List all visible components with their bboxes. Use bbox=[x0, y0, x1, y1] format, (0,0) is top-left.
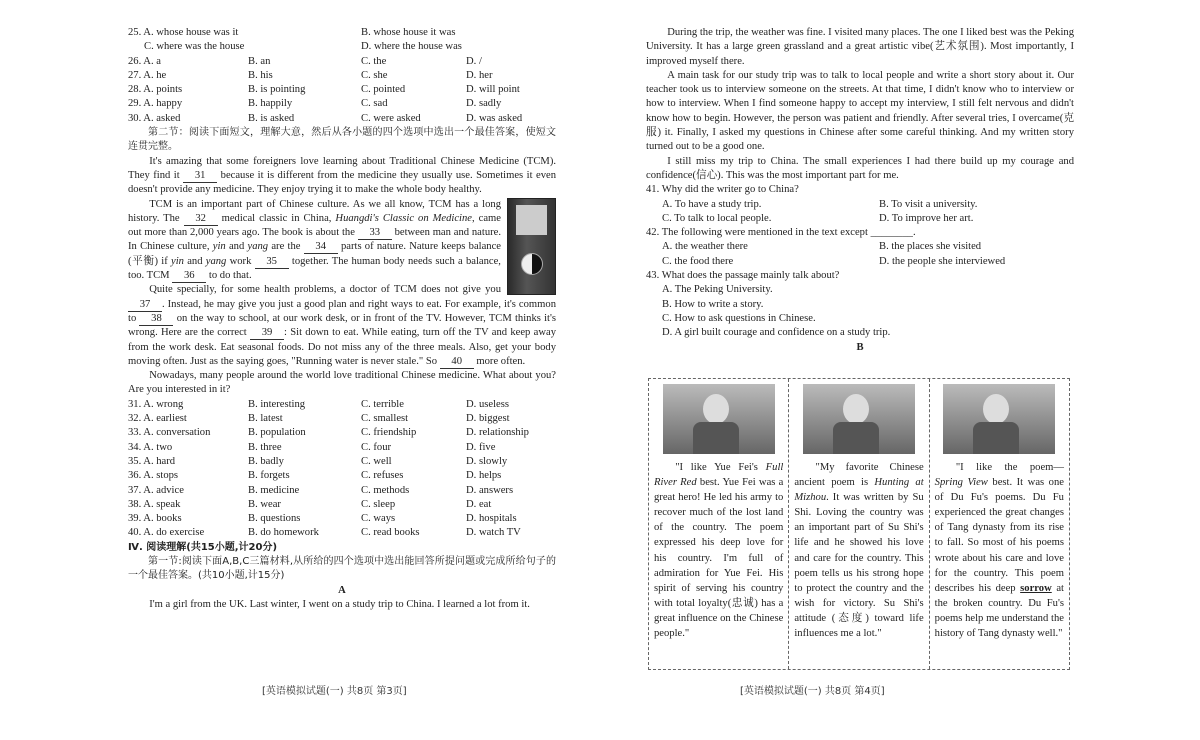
yin-yang-icon bbox=[521, 253, 543, 275]
text: , came out more than 2,000 years ago. The book is about the bbox=[128, 212, 501, 239]
option-row bbox=[646, 240, 1074, 254]
passage-b-boxes bbox=[648, 378, 1070, 670]
passage-a-paragraph-4: I still miss my trip to China. The small experiences I had there build up my courage and confidence(信心). This was the most important part for me. bbox=[646, 155, 1074, 181]
option: A. To have a study trip. bbox=[662, 198, 762, 210]
girl-glasses-photo bbox=[943, 384, 1055, 454]
option: D. relationship bbox=[466, 427, 529, 439]
poem-title: Spring View bbox=[934, 477, 988, 489]
option-row bbox=[128, 97, 556, 111]
option: C. she bbox=[361, 69, 388, 81]
text: "I like Yue Fei's bbox=[675, 462, 758, 473]
option: D. five bbox=[466, 441, 496, 453]
option: 30. A. asked bbox=[128, 112, 181, 124]
option: C. methods bbox=[361, 484, 410, 496]
option-row bbox=[646, 198, 1074, 212]
text: . It was written by Su Shi. Loving the country was an important part of Su Shi's life and he showed his love and care for the country. This poem tells us his strong hope to protect the country and the wish for victory. Su Shi's attitude (态度) toward life influences me a lot." bbox=[794, 492, 924, 640]
option: D. hospitals bbox=[466, 513, 517, 525]
option-row bbox=[128, 498, 556, 512]
option: C. well bbox=[361, 455, 392, 467]
option: D. / bbox=[466, 55, 482, 67]
option: D. was asked bbox=[466, 112, 523, 124]
option: 31. A. wrong bbox=[128, 398, 184, 410]
poem-title: Full River Red bbox=[654, 462, 784, 489]
option: B. happily bbox=[248, 98, 293, 110]
cloze-paragraph-4: Nowadays, many people around the world love traditional Chinese medicine. What about you? Are you interested in it? bbox=[128, 370, 556, 396]
option-row bbox=[646, 255, 1074, 269]
passage-a-paragraph-2: During the trip, the weather was fine. I visited many places. The one I liked best was the Peking University. It has a large green grassland and a great artistic vibe(艺术氛围). Most importantly, I improved myself there. bbox=[646, 27, 1074, 67]
text: more often. bbox=[476, 355, 526, 367]
text: on the way to school, at our work desk, or in front of the TV. However, TCM thinks it's wrong. Here are the correct bbox=[128, 312, 557, 339]
option: A. the weather there bbox=[662, 241, 748, 253]
footer-page-3: [英语模拟试题(一) 共8页 第3页] bbox=[262, 686, 407, 697]
option: D. will point bbox=[466, 84, 520, 96]
option: B. badly bbox=[248, 455, 284, 467]
option: 27. A. he bbox=[128, 69, 167, 81]
cloze-paragraph-2 bbox=[128, 198, 556, 284]
options-31-40 bbox=[128, 398, 556, 541]
text: Quite specially, for some health problems, a doctor of TCM does not give you bbox=[149, 284, 501, 296]
cloze-paragraph-3 bbox=[128, 283, 556, 369]
box-2-text bbox=[794, 460, 923, 641]
option: 37. A. advice bbox=[128, 484, 184, 496]
question-43-options bbox=[646, 283, 1074, 340]
passage-b-box-2 bbox=[789, 379, 929, 669]
passage-a-paragraph-1: I'm a girl from the UK. Last winter, I went on a study trip to China. I learned a lot from it. bbox=[149, 598, 530, 610]
option: 34. A. two bbox=[128, 441, 173, 453]
option: B. his bbox=[248, 69, 273, 81]
section4-title: Ⅳ. 阅读理解(共15小题,计20分) bbox=[128, 541, 278, 553]
option: 33. A. conversation bbox=[128, 427, 211, 439]
option: D. helps bbox=[466, 470, 502, 482]
yang-word: yang bbox=[205, 255, 227, 267]
blank-38: 38 bbox=[139, 313, 173, 326]
girl-photo bbox=[803, 384, 915, 454]
option: C. friendship bbox=[361, 427, 417, 439]
option: 28. A. points bbox=[128, 84, 183, 96]
yang-word: yang bbox=[247, 241, 269, 253]
passage-a-label: A bbox=[338, 584, 346, 596]
option-row bbox=[646, 283, 1074, 297]
option-row bbox=[128, 112, 556, 126]
option-row bbox=[128, 455, 556, 469]
text: are the bbox=[271, 241, 301, 253]
option: C. refuses bbox=[361, 470, 404, 482]
option: B. How to write a story. bbox=[662, 298, 764, 310]
options-26-30 bbox=[128, 55, 556, 126]
option-row bbox=[128, 69, 556, 83]
passage-b-label: B bbox=[856, 341, 864, 353]
option: 36. A. stops bbox=[128, 470, 179, 482]
text: at the broken country. Du Fu's poems help me understand the history of Tang dynasty well." bbox=[934, 582, 1064, 640]
option-row bbox=[128, 426, 556, 440]
option: D. sadly bbox=[466, 98, 502, 110]
blank-39: 39 bbox=[250, 327, 284, 340]
text: "My favorite Chinese ancient poem is bbox=[794, 462, 924, 489]
option-row bbox=[128, 398, 556, 412]
text: . Instead, he may give you just a good plan and right ways to eat. For example, it's common to bbox=[128, 298, 556, 324]
option-row-25b bbox=[128, 40, 556, 54]
option: A. The Peking University. bbox=[662, 284, 773, 296]
text: best. Yue Fei was a great hero! He led his army to recover much of the lost land of the country. The poem expressed his deep love for his country. I'm full of admiration for Yue Fei. His spirit of serving his country with total loyalty(忠诚) has a great influence on the Chinese people." bbox=[654, 477, 784, 640]
text: best. It was one of Du Fu's poems. Du Fu experienced the great changes of Tang dynasty from its rise to fall. So most of his poems wrote about his care and love for the country. This poem describes his deep bbox=[934, 477, 1064, 594]
text: "I like the poem— bbox=[955, 462, 1064, 473]
question-text: 43. What does the passage mainly talk about? bbox=[646, 270, 840, 282]
option: 38. A. speak bbox=[128, 498, 181, 510]
text: parts of nature. Nature keeps balance (平衡) if bbox=[128, 241, 501, 267]
option: C. read books bbox=[361, 527, 420, 539]
option-row bbox=[128, 83, 556, 97]
option-row bbox=[128, 526, 556, 540]
option: B. the places she visited bbox=[879, 241, 982, 253]
text: It's amazing that some foreigners love learning about Traditional Chinese Medicine (TCM). They find it bbox=[128, 155, 556, 181]
text: between man and nature. In Chinese culture, bbox=[128, 227, 501, 253]
text: and bbox=[187, 255, 203, 267]
section2-instruction: 第二节：阅读下面短文，理解大意，然后从各小题的四个选项中选出一个最佳答案，使短文连贯完整。 bbox=[128, 127, 556, 153]
option: C. where was the house bbox=[144, 41, 245, 53]
option: D. eat bbox=[466, 498, 492, 510]
option: 32. A. earliest bbox=[128, 413, 187, 425]
option: 35. A. hard bbox=[128, 455, 176, 467]
section4-instruction: 第一节:阅读下面A,B,C三篇材料,从所给的四个选项中选出能回答所提问题或完成所给句子的一个最佳答案。(共10小题,计15分) bbox=[128, 555, 556, 582]
option-row bbox=[128, 469, 556, 483]
blank-36: 36 bbox=[172, 270, 206, 283]
text: to do that. bbox=[208, 270, 252, 282]
option: B. To visit a university. bbox=[879, 198, 978, 210]
question-text: 42. The following were mentioned in the text except ________. bbox=[646, 227, 916, 239]
option: D. To improve her art. bbox=[879, 212, 974, 224]
passage-b-box-3 bbox=[930, 379, 1069, 669]
question-41 bbox=[646, 183, 1074, 197]
blank-35: 35 bbox=[255, 256, 289, 269]
option: D. her bbox=[466, 69, 493, 81]
option: 39. A. books bbox=[128, 513, 182, 525]
option: C. the food there bbox=[662, 255, 734, 267]
option: B. latest bbox=[248, 413, 283, 425]
left-page bbox=[128, 26, 556, 612]
option: B. population bbox=[248, 427, 306, 439]
option: B. three bbox=[248, 441, 282, 453]
option-row bbox=[128, 512, 556, 526]
option: C. four bbox=[361, 441, 392, 453]
option: C. How to ask questions in Chinese. bbox=[662, 312, 816, 324]
option: B. is asked bbox=[248, 112, 295, 124]
option: 29. A. happy bbox=[128, 98, 183, 110]
option-row bbox=[646, 312, 1074, 326]
option-row bbox=[646, 298, 1074, 312]
option: B. wear bbox=[248, 498, 281, 510]
option: B. interesting bbox=[248, 398, 306, 410]
question-42 bbox=[646, 226, 1074, 240]
blank-40: 40 bbox=[440, 356, 474, 369]
option-row bbox=[128, 412, 556, 426]
passage-a-paragraph-3: A main task for our study trip was to talk to local people and write a short story about it. Our teacher took us to interview someone on the streets. At that time, I didn't know who to interview or how to interview. When I find someone happy to accept my interview, I still felt nervous and didn't know how to begin. However, the person was patient and friendly. After several tries, I overcame(克服) it. Finally, I asked my questions in Chinese after some careful thinking. And my written story turned out to be a good one. bbox=[646, 69, 1074, 153]
question-43 bbox=[646, 269, 1074, 283]
option: B. do homework bbox=[248, 527, 319, 539]
box-3-text bbox=[935, 460, 1064, 641]
blank-33: 33 bbox=[358, 227, 392, 240]
yin-word: yin bbox=[171, 255, 184, 267]
question-42-options bbox=[646, 240, 1074, 269]
option: C. the bbox=[361, 55, 387, 67]
blank-31: 31 bbox=[183, 170, 217, 183]
poem-title: Hunting at Mizhou bbox=[794, 477, 924, 504]
option: D. watch TV bbox=[466, 527, 521, 539]
footer-page-4: [英语模拟试题(一) 共8页 第4页] bbox=[740, 686, 885, 697]
tcm-book-image bbox=[507, 198, 556, 295]
yin-word: yin bbox=[212, 241, 226, 253]
option: D. useless bbox=[466, 398, 509, 410]
option: B. is pointing bbox=[248, 84, 306, 96]
option: D. where the house was bbox=[361, 41, 462, 53]
option-row bbox=[128, 484, 556, 498]
option: B. forgets bbox=[248, 470, 290, 482]
option: D. answers bbox=[466, 484, 514, 496]
option-row bbox=[128, 55, 556, 69]
option: B. medicine bbox=[248, 484, 300, 496]
option: B. questions bbox=[248, 513, 301, 525]
option-row bbox=[646, 326, 1074, 340]
option: C. ways bbox=[361, 513, 396, 525]
option-row bbox=[646, 212, 1074, 226]
text: because it is different from the medicine they usually use. Sometimes it even doesn't provide any medicine. They enjoy trying it to make the whole body healthy. bbox=[128, 169, 557, 196]
option: C. smallest bbox=[361, 413, 409, 425]
text: : Sit down to eat. While eating, turn off the TV and keep away from the work desk. Eat seasonal foods. Do not miss any of the three meals. Also, get your body moving often. Just as the saying goes, "Running water is never stale." So bbox=[128, 327, 556, 367]
text: together. The human body needs such a balance, too. TCM bbox=[128, 255, 501, 282]
text: TCM is an important part of Chinese culture. As we all know, TCM has a long history. The bbox=[128, 198, 501, 224]
text: medical classic in China, bbox=[221, 212, 332, 224]
option: 40. A. do exercise bbox=[128, 527, 205, 539]
question-41-options bbox=[646, 198, 1074, 227]
option: 26. A. a bbox=[128, 55, 161, 67]
cloze-paragraph-1 bbox=[128, 155, 556, 198]
option: D. slowly bbox=[466, 455, 508, 467]
passage-b-box-1 bbox=[649, 379, 789, 669]
blank-37: 37 bbox=[128, 299, 162, 312]
option: C. sleep bbox=[361, 498, 396, 510]
option: C. To talk to local people. bbox=[662, 212, 772, 224]
key-word: sorrow bbox=[1020, 582, 1052, 594]
boy-photo bbox=[663, 384, 775, 454]
text: and bbox=[228, 241, 245, 253]
option-row-25a bbox=[128, 26, 556, 40]
option: D. biggest bbox=[466, 413, 510, 425]
question-text: 41. Why did the writer go to China? bbox=[646, 184, 799, 196]
box-1-text bbox=[654, 460, 783, 641]
option: 25. A. whose house was it bbox=[128, 27, 239, 38]
option-row bbox=[128, 441, 556, 455]
option: C. terrible bbox=[361, 398, 404, 410]
option: B. an bbox=[248, 55, 271, 67]
option: C. were asked bbox=[361, 112, 421, 124]
blank-34: 34 bbox=[304, 241, 338, 254]
option: D. A girl built courage and confidence on a study trip. bbox=[662, 327, 891, 339]
blank-32: 32 bbox=[184, 213, 218, 226]
option: D. the people she interviewed bbox=[879, 255, 1006, 267]
text: work bbox=[229, 255, 252, 267]
right-page bbox=[646, 26, 1074, 355]
book-title: Huangdi's Classic on Medicine bbox=[335, 212, 472, 224]
option: C. pointed bbox=[361, 84, 406, 96]
option: C. sad bbox=[361, 98, 388, 110]
option: B. whose house it was bbox=[361, 27, 456, 38]
